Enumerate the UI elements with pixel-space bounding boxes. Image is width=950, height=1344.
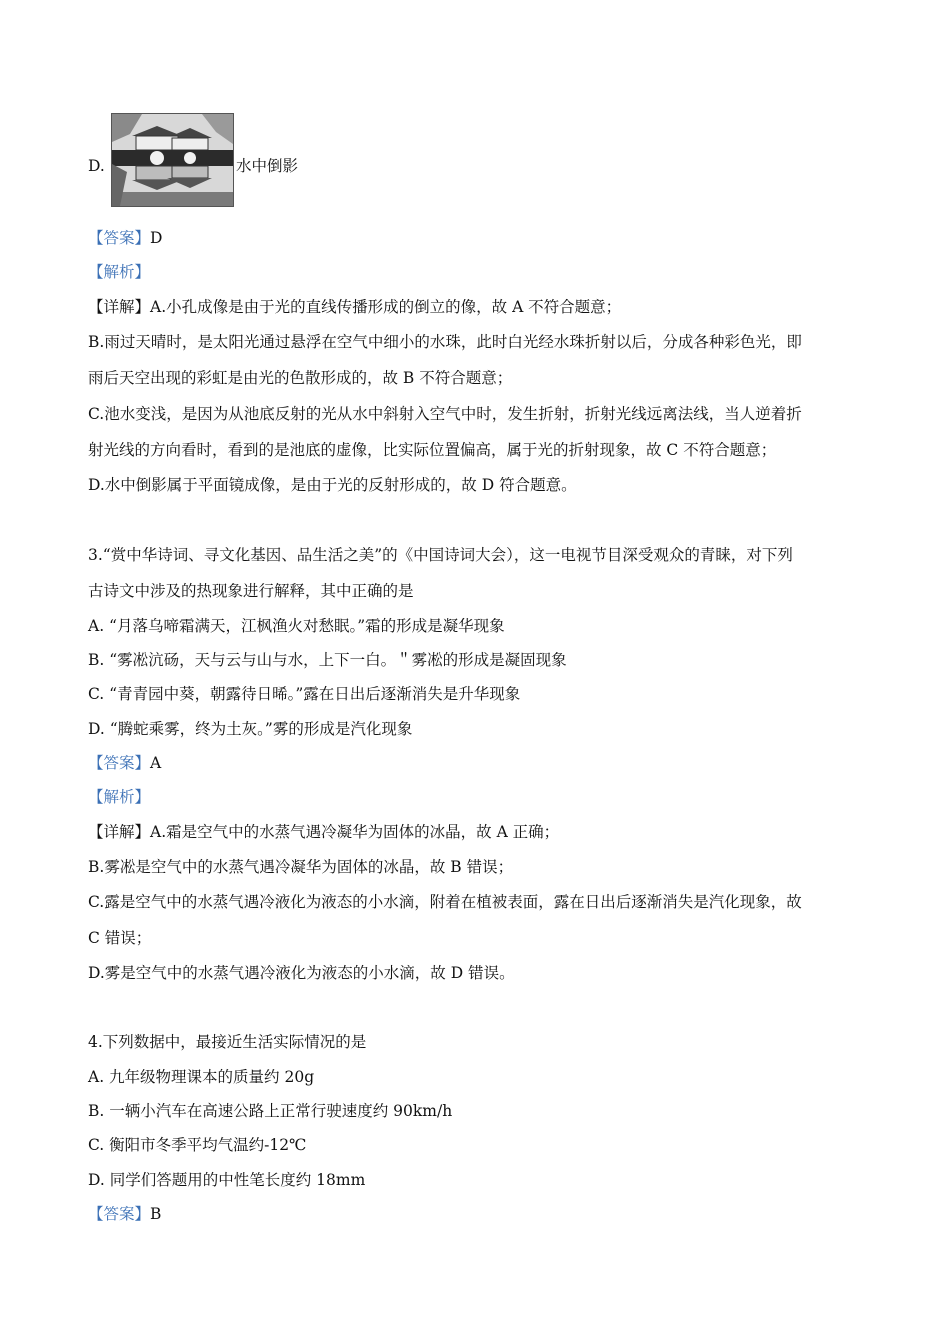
q3-answer [88,753,161,773]
detail-text: A.霜是空气中的水蒸气遇冷凝华为固体的冰晶，故 A 正确； [150,823,560,841]
q2-detail-line: D.水中倒影属于平面镜成像，是由于光的反射形成的，故 D 符合题意。 [88,476,577,494]
detail-tag: 【详解】 [88,823,151,841]
q2-detail-line: 雨后天空出现的彩虹是由光的色散形成的，故 B 不符合题意； [88,369,513,387]
q3-option: D. “腾蛇乘雾，终为土灰。”雾的形成是汽化现象 [88,720,413,738]
q4-option: D. 同学们答题用的中性笔长度约 18mm [88,1171,366,1189]
answer-value: B [150,1205,162,1223]
q3-detail-line [88,822,559,842]
q2-option-d-caption: 水中倒影 [236,157,299,175]
q4-stem: 4.下列数据中，最接近生活实际情况的是 [88,1033,367,1051]
q2-answer [88,228,162,248]
q4-answer [88,1204,161,1224]
answer-tag: 【答案】 [88,754,151,772]
answer-value: D [150,229,163,247]
q2-detail-line [88,297,621,317]
q3-stem: 3.“赏中华诗词、寻文化基因、品生活之美”的《中国诗词大会），这一电视节目深受观众的青睐，对下列 [88,546,793,564]
answer-value: A [150,754,162,772]
q3-detail-line: C.露是空气中的水蒸气遇冷液化为液态的小水滴，附着在植被表面，露在日出后逐渐消失是汽化现象，故 [88,893,802,911]
q2-analysis-tag: 【解析】 [88,263,151,281]
detail-tag: 【详解】 [88,298,151,316]
q2-detail-line: B.雨过天晴时，是太阳光通过悬浮在空气中细小的水珠，此时白光经水珠折射以后，分成各种彩色光，即 [88,333,802,351]
pavilion-reflection-icon [112,114,233,206]
q2-detail-line: C.池水变浅，是因为从池底反射的光从水中斜射入空气中时，发生折射，折射光线远离法线，当人逆着折 [88,405,802,423]
water-reflection-photo [111,113,234,207]
q4-option: B. 一辆小汽车在高速公路上正常行驶速度约 90km/h [88,1102,453,1120]
q3-detail-line: B.雾凇是空气中的水蒸气遇冷凝华为固体的冰晶，故 B 错误； [88,858,514,876]
answer-tag: 【答案】 [88,229,151,247]
q2-option-d-label: D. [88,157,105,175]
q3-option: A. “月落乌啼霜满天，江枫渔火对愁眠。”霜的形成是凝华现象 [88,617,505,635]
q3-detail-line: C 错误； [88,929,152,947]
q4-option: C. 衡阳市冬季平均气温约-12℃ [88,1136,307,1154]
answer-tag: 【答案】 [88,1205,151,1223]
q4-option: A. 九年级物理课本的质量约 20g [88,1068,315,1086]
detail-text: A.小孔成像是由于光的直线传播形成的倒立的像，故 A 不符合题意； [150,298,622,316]
q2-detail-line: 射光线的方向看时，看到的是池底的虚像，比实际位置偏高，属于光的折射现象，故 C 不符合题意； [88,441,777,459]
q3-stem: 古诗文中涉及的热现象进行解释，其中正确的是 [88,582,414,600]
q3-detail-line: D.雾是空气中的水蒸气遇冷液化为液态的小水滴，故 D 错误。 [88,964,515,982]
q3-option: B. “雾凇沆砀，天与云与山与水，上下一白。＂雾凇的形成是凝固现象 [88,651,567,669]
q3-option: C. “青青园中葵，朝露待日晞。”露在日出后逐渐消失是升华现象 [88,685,521,703]
q3-analysis-tag: 【解析】 [88,788,151,806]
